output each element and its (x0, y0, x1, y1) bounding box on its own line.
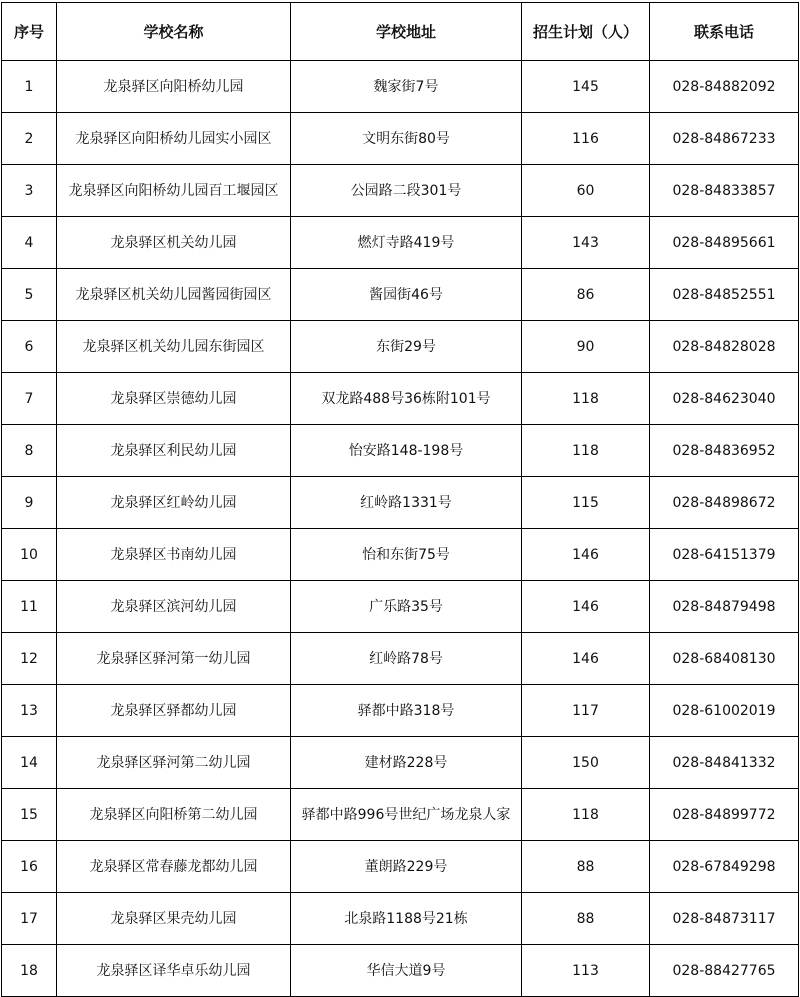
cell-school-name: 龙泉驿区向阳桥幼儿园百工堰园区 (57, 165, 291, 217)
cell-school-address: 怡和东街75号 (291, 529, 522, 581)
header-index: 序号 (2, 3, 57, 61)
cell-school-name: 龙泉驿区常春藤龙都幼儿园 (57, 841, 291, 893)
cell-school-address: 驿都中路996号世纪广场龙泉人家 (291, 789, 522, 841)
table-row (2, 633, 799, 685)
cell-enrollment-plan: 116 (522, 113, 650, 165)
cell-enrollment-plan: 118 (522, 425, 650, 477)
cell-enrollment-plan: 86 (522, 269, 650, 321)
cell-contact-phone: 028-84882092 (650, 61, 799, 113)
cell-school-address: 建材路228号 (291, 737, 522, 789)
table-row (2, 113, 799, 165)
cell-enrollment-plan: 146 (522, 581, 650, 633)
cell-school-name: 龙泉驿区驿都幼儿园 (57, 685, 291, 737)
cell-enrollment-plan: 88 (522, 893, 650, 945)
cell-index: 17 (2, 893, 57, 945)
table-row (2, 373, 799, 425)
cell-contact-phone: 028-88427765 (650, 945, 799, 997)
cell-enrollment-plan: 60 (522, 165, 650, 217)
cell-school-name: 龙泉驿区滨河幼儿园 (57, 581, 291, 633)
cell-school-name: 龙泉驿区向阳桥第二幼儿园 (57, 789, 291, 841)
cell-school-address: 燃灯寺路419号 (291, 217, 522, 269)
cell-contact-phone: 028-84852551 (650, 269, 799, 321)
cell-school-address: 董朗路229号 (291, 841, 522, 893)
cell-index: 11 (2, 581, 57, 633)
cell-school-address: 酱园街46号 (291, 269, 522, 321)
cell-contact-phone: 028-84898672 (650, 477, 799, 529)
cell-index: 13 (2, 685, 57, 737)
cell-index: 8 (2, 425, 57, 477)
cell-school-name: 龙泉驿区译华卓乐幼儿园 (57, 945, 291, 997)
cell-school-address: 红岭路78号 (291, 633, 522, 685)
cell-index: 6 (2, 321, 57, 373)
cell-enrollment-plan: 115 (522, 477, 650, 529)
table-header-row (2, 3, 799, 61)
header-school-name: 学校名称 (57, 3, 291, 61)
cell-index: 10 (2, 529, 57, 581)
cell-enrollment-plan: 146 (522, 529, 650, 581)
table-row (2, 217, 799, 269)
cell-index: 7 (2, 373, 57, 425)
cell-school-address: 怡安路148-198号 (291, 425, 522, 477)
cell-school-address: 北泉路1188号21栋 (291, 893, 522, 945)
table-row (2, 945, 799, 997)
cell-school-address: 红岭路1331号 (291, 477, 522, 529)
cell-school-name: 龙泉驿区机关幼儿园东街园区 (57, 321, 291, 373)
cell-school-name: 龙泉驿区果壳幼儿园 (57, 893, 291, 945)
cell-school-name: 龙泉驿区驿河第一幼儿园 (57, 633, 291, 685)
cell-school-name: 龙泉驿区书南幼儿园 (57, 529, 291, 581)
cell-index: 14 (2, 737, 57, 789)
cell-contact-phone: 028-68408130 (650, 633, 799, 685)
table-row (2, 737, 799, 789)
cell-contact-phone: 028-84867233 (650, 113, 799, 165)
header-school-address: 学校地址 (291, 3, 522, 61)
cell-enrollment-plan: 143 (522, 217, 650, 269)
cell-school-name: 龙泉驿区向阳桥幼儿园 (57, 61, 291, 113)
cell-school-address: 双龙路488号36栋附101号 (291, 373, 522, 425)
cell-enrollment-plan: 150 (522, 737, 650, 789)
cell-school-name: 龙泉驿区红岭幼儿园 (57, 477, 291, 529)
cell-index: 15 (2, 789, 57, 841)
cell-index: 1 (2, 61, 57, 113)
cell-contact-phone: 028-67849298 (650, 841, 799, 893)
cell-index: 12 (2, 633, 57, 685)
cell-contact-phone: 028-84836952 (650, 425, 799, 477)
kindergarten-enrollment-table (1, 2, 799, 997)
cell-school-name: 龙泉驿区向阳桥幼儿园实小园区 (57, 113, 291, 165)
cell-contact-phone: 028-64151379 (650, 529, 799, 581)
cell-enrollment-plan: 88 (522, 841, 650, 893)
cell-enrollment-plan: 118 (522, 789, 650, 841)
cell-school-address: 东街29号 (291, 321, 522, 373)
table-row (2, 321, 799, 373)
cell-school-address: 广乐路35号 (291, 581, 522, 633)
cell-school-address: 魏家街7号 (291, 61, 522, 113)
table-body (2, 61, 799, 997)
table-row (2, 269, 799, 321)
table-row (2, 529, 799, 581)
cell-index: 9 (2, 477, 57, 529)
cell-enrollment-plan: 146 (522, 633, 650, 685)
cell-contact-phone: 028-84841332 (650, 737, 799, 789)
table-row (2, 893, 799, 945)
cell-contact-phone: 028-84873117 (650, 893, 799, 945)
cell-school-name: 龙泉驿区驿河第二幼儿园 (57, 737, 291, 789)
cell-school-name: 龙泉驿区崇德幼儿园 (57, 373, 291, 425)
cell-school-name: 龙泉驿区利民幼儿园 (57, 425, 291, 477)
cell-enrollment-plan: 113 (522, 945, 650, 997)
cell-contact-phone: 028-84828028 (650, 321, 799, 373)
cell-contact-phone: 028-84895661 (650, 217, 799, 269)
cell-school-address: 华信大道9号 (291, 945, 522, 997)
cell-contact-phone: 028-84833857 (650, 165, 799, 217)
table-row (2, 581, 799, 633)
table-row (2, 789, 799, 841)
cell-school-address: 驿都中路318号 (291, 685, 522, 737)
cell-enrollment-plan: 145 (522, 61, 650, 113)
table-row (2, 477, 799, 529)
cell-index: 3 (2, 165, 57, 217)
table-row (2, 61, 799, 113)
header-contact-phone: 联系电话 (650, 3, 799, 61)
cell-index: 16 (2, 841, 57, 893)
cell-index: 4 (2, 217, 57, 269)
cell-school-name: 龙泉驿区机关幼儿园 (57, 217, 291, 269)
table-row (2, 165, 799, 217)
cell-school-address: 文明东街80号 (291, 113, 522, 165)
cell-enrollment-plan: 117 (522, 685, 650, 737)
cell-contact-phone: 028-84879498 (650, 581, 799, 633)
cell-school-address: 公园路二段301号 (291, 165, 522, 217)
cell-index: 2 (2, 113, 57, 165)
header-enrollment-plan: 招生计划（人） (522, 3, 650, 61)
table-row (2, 841, 799, 893)
cell-school-name: 龙泉驿区机关幼儿园酱园街园区 (57, 269, 291, 321)
table-row (2, 425, 799, 477)
cell-contact-phone: 028-84899772 (650, 789, 799, 841)
cell-contact-phone: 028-61002019 (650, 685, 799, 737)
cell-enrollment-plan: 118 (522, 373, 650, 425)
table-row (2, 685, 799, 737)
cell-index: 18 (2, 945, 57, 997)
cell-enrollment-plan: 90 (522, 321, 650, 373)
cell-contact-phone: 028-84623040 (650, 373, 799, 425)
cell-index: 5 (2, 269, 57, 321)
